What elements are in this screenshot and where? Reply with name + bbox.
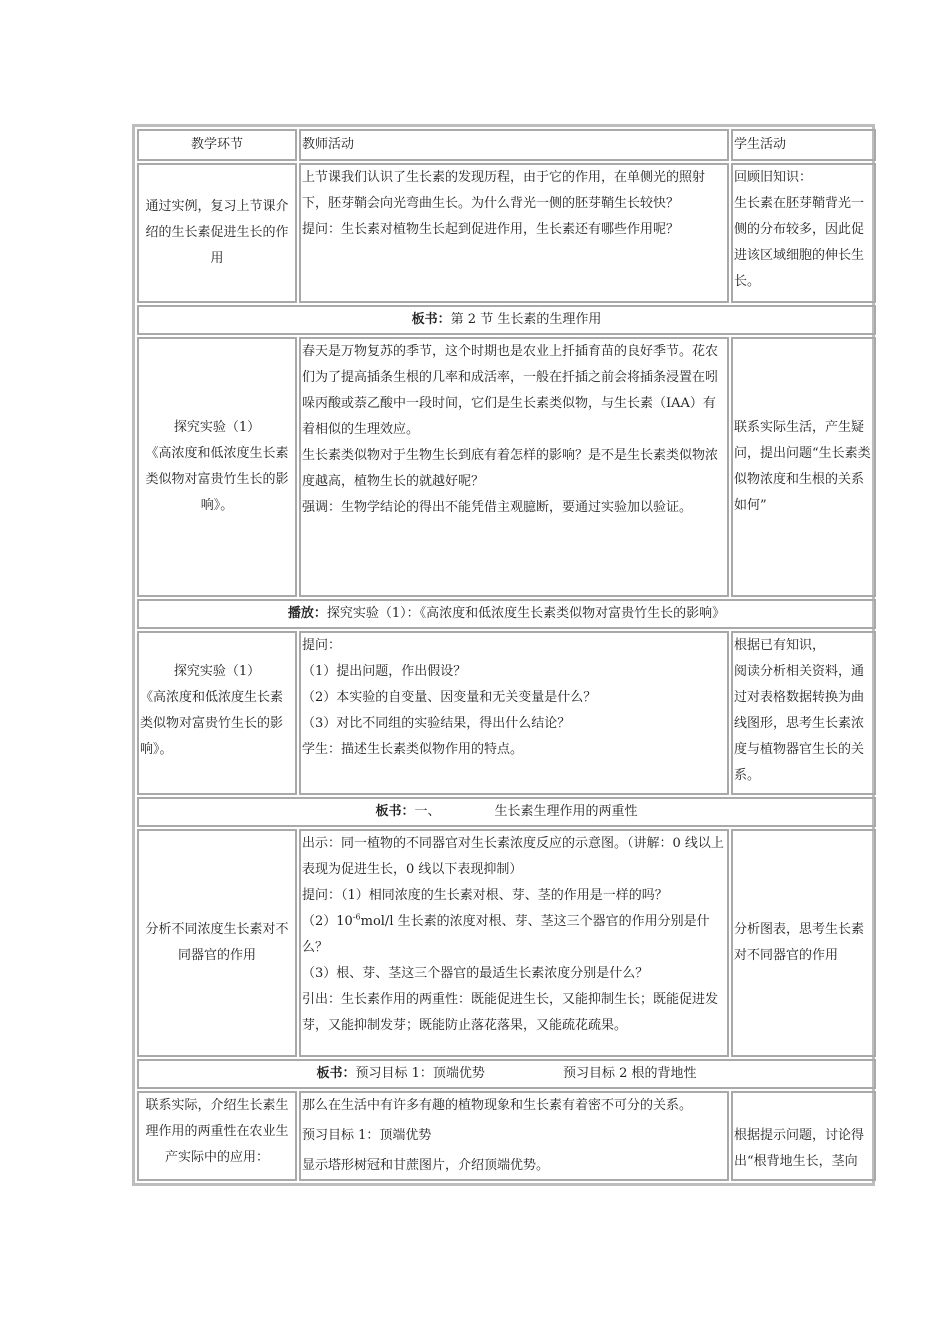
paragraph: 提问：（1）相同浓度的生长素对根、芽、茎的作用是一样的吗？ (302, 888, 668, 903)
paragraph: 春天是万物复苏的季节，这个时期也是农业上扦插育苗的良好季节。花农们为了提高插条生根的几率和成活率，一般在扦插之前会将插条浸置在吲哚丙酸或萘乙酸中一段时间，它们是生长素类似物，与生长素（IAA）有着相似的生理效应。 (302, 344, 719, 437)
paragraph (302, 909, 726, 961)
paragraph: 探究实验（1） (173, 420, 261, 435)
play-text: 探究实验（1）：《高浓度和低浓度生长素类似物对富贵竹生长的影响》 (326, 606, 726, 621)
paragraph: 提问： (302, 638, 342, 653)
board-note (137, 305, 876, 335)
paragraph: 预习目标 1：顶端优势 (302, 1128, 432, 1143)
paragraph: 回顾旧知识： (734, 170, 813, 185)
board-label: 板书： (411, 312, 451, 327)
board-label: 板书： (316, 1066, 356, 1081)
play-label: 播放： (287, 606, 327, 621)
paragraph: （3）根、芽、茎这三个器官的最适生长素浓度分别是什么？ (302, 966, 649, 981)
table-row (137, 163, 876, 303)
board-text: 第 2 节 生长素的生理作用 (450, 312, 602, 327)
teacher-cell (299, 829, 729, 1057)
header-student: 学生活动 (731, 129, 876, 161)
paragraph: 生长素在胚芽鞘背光一侧的分布较多，因此促进该区域细胞的伸长生长。 (734, 196, 865, 289)
table-row (137, 829, 876, 1057)
student-cell: 分析图表，思考生长素对不同器官的作用 (731, 829, 876, 1057)
paragraph: （1）提出问题，作出假设？ (302, 664, 467, 679)
question-text: mol/l 生长素的浓度对根、芽、茎这三个器官的作用分别是什么？ (302, 914, 710, 955)
stage-cell: 通过实例，复习上节课介绍的生长素促进生长的作用 (137, 163, 297, 303)
paragraph: 生长素类似物对于生物生长到底有着怎样的影响？是不是生长素类似物浓度越高，植物生长的就越好呢？ (302, 448, 719, 489)
paragraph: 阅读分析相关资料，通过对表格数据转换为曲线图形，思考生长素浓度与植物器官生长的关系。 (734, 664, 865, 783)
paragraph: 那么在生活中有许多有趣的植物现象和生长素有着密不可分的关系。 (302, 1098, 693, 1113)
stage-cell (137, 631, 297, 795)
play-note (137, 599, 876, 629)
table-row (137, 1091, 876, 1181)
student-cell: 联系实际生活，产生疑问，提出问题“生长素类似物浓度和生根的关系如何” (731, 337, 876, 597)
student-cell: 根据提示问题，讨论得出“根背地生长，茎向 (731, 1091, 876, 1181)
paragraph: （3）对比不同组的实验结果，得出什么结论？ (302, 716, 571, 731)
board-note (137, 797, 876, 827)
table-row (137, 631, 876, 795)
paragraph: 上节课我们认识了生长素的发现历程，由于它的作用，在单侧光的照射下，胚芽鞘会向光弯曲生长。为什么背光一侧的胚芽鞘生长较快？ (302, 170, 706, 211)
paragraph: 提问：生长素对植物生长起到促进作用，生长素还有哪些作用呢？ (302, 222, 680, 237)
paragraph: 学生：描述生长素类似物作用的特点。 (302, 742, 524, 757)
stage-cell: 联系实际，介绍生长素生理作用的两重性在农业生产实际中的应用： (137, 1091, 297, 1181)
paragraph: （2）本实验的自变量、因变量和无关变量是什么？ (302, 690, 597, 705)
stage-cell (137, 337, 297, 597)
table-row (137, 337, 876, 597)
paragraph: 根据已有知识， (734, 638, 826, 653)
board-text: 预习目标 1：顶端优势 (355, 1066, 485, 1081)
teacher-cell (299, 631, 729, 795)
paragraph: 出示：同一植物的不同器官对生长素浓度反应的示意图。（讲解：0 线以上表现为促进生长，0 线以下表现抑制） (302, 836, 724, 877)
teacher-cell (299, 1091, 729, 1181)
board-number: 一、 (414, 804, 441, 819)
paragraph: 显示塔形树冠和甘蔗图片，介绍顶端优势。 (302, 1158, 550, 1173)
exponent: -6 (352, 912, 361, 922)
header-row (137, 129, 876, 161)
lesson-table (132, 124, 875, 1186)
play-row (137, 599, 876, 629)
board-label: 板书： (375, 804, 415, 819)
paragraph: 《高浓度和低浓度生长素类似物对富贵竹生长的影响》。 (140, 690, 284, 757)
board-row (137, 1059, 876, 1089)
student-cell (731, 631, 876, 795)
paragraph: 强调：生物学结论的得出不能凭借主观臆断，要通过实验加以验证。 (302, 500, 693, 515)
question-prefix: （2）10 (302, 914, 353, 929)
stage-cell: 分析不同浓度生长素对不同器官的作用 (137, 829, 297, 1057)
teacher-cell (299, 337, 729, 597)
header-stage: 教学环节 (137, 129, 297, 161)
paragraph: 引出：生长素作用的两重性：既能促进生长，又能抑制生长；既能促进发芽，又能抑制发芽；既能防止落花落果，又能疏花疏果。 (302, 992, 719, 1033)
board-row (137, 797, 876, 827)
teacher-cell (299, 163, 729, 303)
board-row (137, 305, 876, 335)
paragraph: 探究实验（1） (173, 664, 261, 679)
board-text: 预习目标 2 根的背地性 (562, 1066, 697, 1081)
header-teacher: 教师活动 (299, 129, 729, 161)
paragraph: 《高浓度和低浓度生长素类似物对富贵竹生长的影响》。 (145, 446, 289, 513)
board-note (137, 1059, 876, 1089)
student-cell (731, 163, 876, 303)
board-text: 生长素生理作用的两重性 (494, 804, 638, 819)
